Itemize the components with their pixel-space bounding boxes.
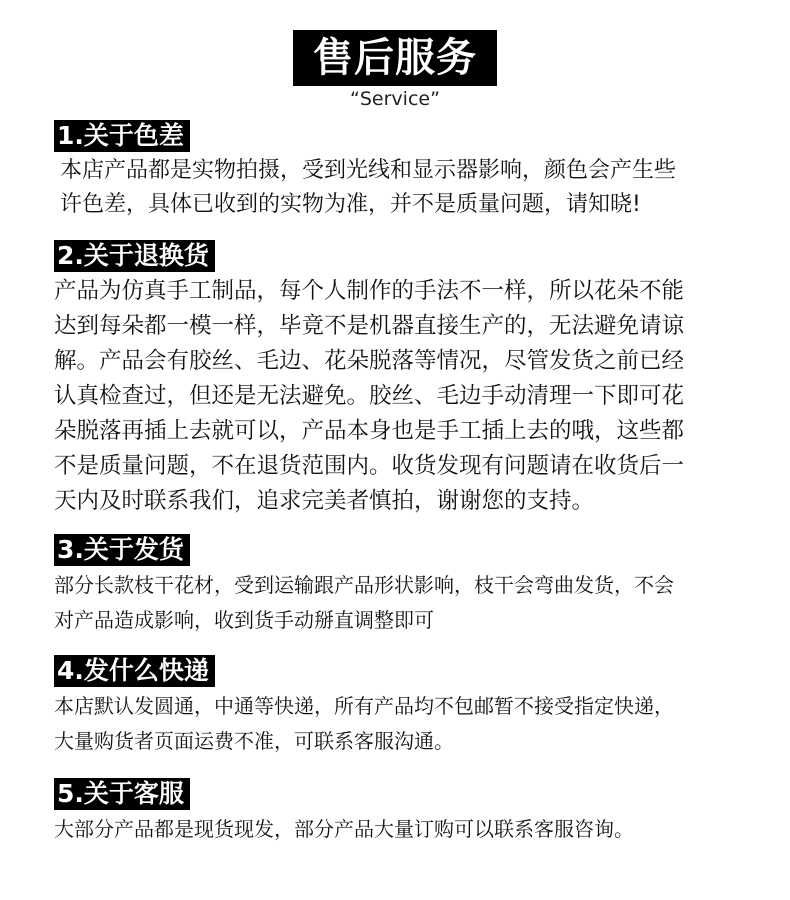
section-heading: 1.关于色差 [54,120,190,152]
section-body [54,154,744,222]
section-body [54,274,744,519]
body-line: 朵脱落再插上去就可以，产品本身也是手工插上去的哦，这些都 [54,418,685,444]
section-heading: 2.关于退换货 [54,240,215,272]
section-returns [54,240,744,519]
section-courier [54,655,744,759]
body-line: 大部分产品都是现货现发，部分产品大量订购可以联系客服咨询。 [54,817,634,841]
section-customer-service [54,778,744,847]
section-body [54,568,744,638]
body-line: 认真检查过，但还是无法避免。胶丝、毛边手动清理一下即可花 [54,383,685,409]
section-heading: 3.关于发货 [54,534,190,566]
section-shipping [54,534,744,638]
section-heading: 5.关于客服 [54,778,190,810]
section-heading: 4.发什么快递 [54,655,215,687]
body-line: 大量购货者页面运费不准，可联系客服沟通。 [54,729,454,753]
body-line: 许色差，具体已收到的实物为准，并不是质量问题，请知晓! [60,192,641,217]
body-line: 不是质量问题，不在退货范围内。收货发现有问题请在收货后一 [54,453,685,479]
page-title: 售后服务 [293,30,497,86]
body-line: 部分长款枝干花材，受到运输跟产品形状影响，枝干会弯曲发货，不会 [54,573,674,597]
section-body [54,689,744,759]
body-line: 天内及时联系我们，追求完美者慎拍，谢谢您的支持。 [54,488,595,514]
body-line: 解。产品会有胶丝、毛边、花朵脱落等情况，尽管发货之前已经 [54,348,685,374]
body-line: 产品为仿真手工制品，每个人制作的手法不一样，所以花朵不能 [54,278,685,304]
body-line: 本店默认发圆通，中通等快递，所有产品均不包邮暂不接受指定快递， [54,694,674,718]
section-body [54,812,744,847]
section-color-difference [54,120,744,222]
page-subtitle: “Service” [350,88,440,110]
body-line: 本店产品都是实物拍摄，受到光线和显示器影响，颜色会产生些 [60,158,677,183]
body-line: 对产品造成影响，收到货手动掰直调整即可 [54,608,434,632]
body-line: 达到每朵都一模一样，毕竟不是机器直接生产的，无法避免请谅 [54,313,685,339]
